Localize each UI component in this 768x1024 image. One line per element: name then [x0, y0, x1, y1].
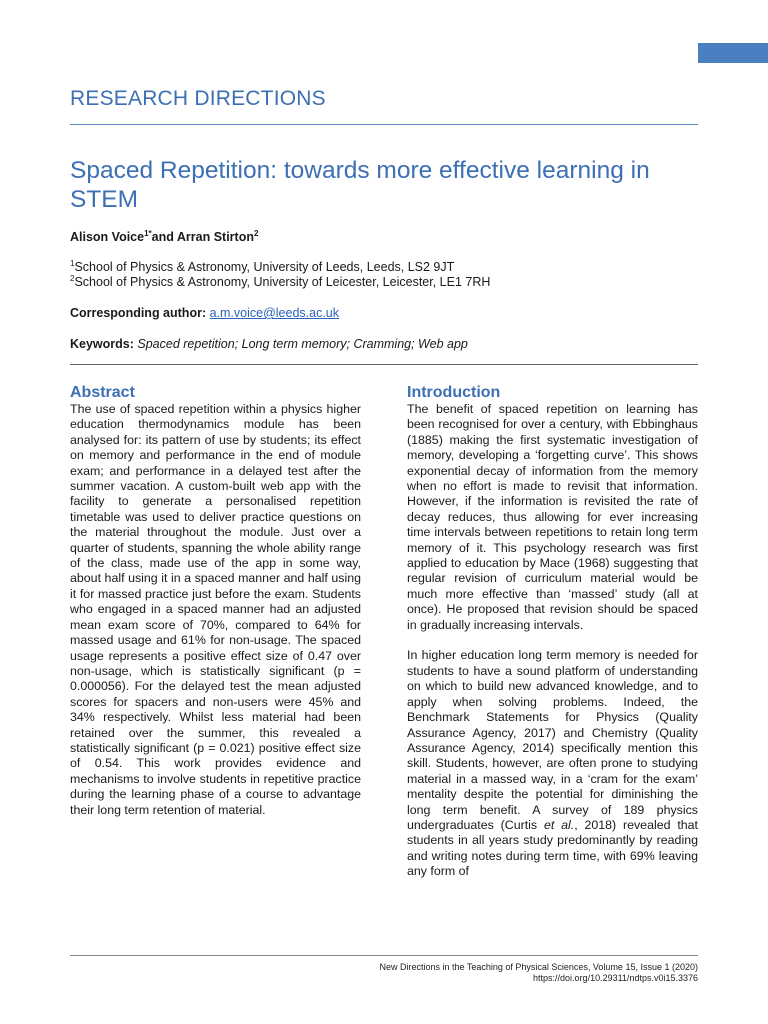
header-divider [70, 124, 698, 125]
author-1-affil-marker: 1* [144, 228, 152, 238]
keywords-label: Keywords: [70, 337, 134, 351]
affiliation-2-text: School of Physics & Astronomy, University of Leicester, Leicester, LE1 7RH [74, 275, 491, 289]
author-line [70, 230, 258, 244]
affiliation-2 [70, 275, 490, 289]
abstract-column [70, 383, 361, 818]
section-label: RESEARCH DIRECTIONS [70, 87, 326, 110]
introduction-paragraph-2-etal: et al. [543, 817, 575, 832]
corresponding-label: Corresponding author: [70, 306, 207, 320]
author-2-affil-marker: 2 [253, 228, 259, 238]
introduction-paragraph-2 [407, 648, 698, 879]
corner-accent-bar [698, 43, 768, 63]
affiliation-2-marker: 2 [70, 273, 75, 283]
footer-doi: https://doi.org/10.29311/ndtps.v0i15.3376 [533, 973, 698, 983]
keywords [70, 337, 468, 351]
keywords-divider [70, 364, 698, 365]
author-1: Alison Voice [70, 230, 145, 244]
introduction-paragraph-2-text-b: , 2018) revealed that students in all years study predominantly by reading and writing notes during term time, with 69% leaving any form of [407, 817, 698, 879]
introduction-paragraph-1: The benefit of spaced repetition on learning has been recognised for over a century, with Ebbinghaus (1885) making the first systematic investigation of memory, developing a ‘forgetting curve’. This shows exponential decay of information from the memory when no effort is made to revisit that information. However, if the information is revisited the rate of decay reduces, thus allowing for ever increasing time intervals between repetitions to retain long term memory of it. This psychology research was first applied to education by Mace (1968) suggesting that regular revision of curriculum material would be much more effective than ‘massed’ study (all at once). He proposed that revision should be spaced in gradually increasing intervals. [407, 402, 698, 632]
introduction-paragraph-2-text-a: In higher education long term memory is needed for students to have a sound platform of understanding on which to build new advanced knowledge, and to apply when solving problems. Indeed, the Benchmark Statements for Physics (Quality Assurance Agency, 2017) and Chemistry (Quality Assurance Agency, 2014) specifically mention this skill. Students, however, are often prone to studying material in a massed way, in a ‘cram for the exam’ mentality despite the potential for diminishing the long term benefit. A survey of 189 physics undergraduates (Curtis [407, 648, 698, 832]
abstract-heading: Abstract [70, 384, 135, 401]
affiliation-1-marker: 1 [70, 258, 75, 268]
affiliation-1 [70, 260, 454, 274]
keywords-text: Spaced repetition; Long term memory; Cramming; Web app [137, 337, 468, 351]
paper-title: Spaced Repetition: towards more effective learning in STEM [70, 157, 650, 213]
introduction-column [407, 383, 698, 880]
abstract-body: The use of spaced repetition within a physics higher education thermodynamics module has been analysed for: its pattern of use by students; its effect on memory and performance in the end of module exam; and performance in a delayed test after the summer vacation. A custom-built web app with the facility to generate a personalised repetition timetable was used to deliver practice questions on the material throughout the module. Just over a quarter of students, spanning the whole ability range of the class, made use of the app in some way, about half using it in a spaced manner and half using it for massed practice just before the exam. Students who engaged in a spaced manner had an adjusted mean exam score of 70%, compared to 64% for massed usage and 61% for non-usage. The spaced usage represents a positive effect size of 0.47 over non-usage, which is statistically significant (p = 0.000056). For the delayed test the mean adjusted scores for spacers and non-users were 45% and 34% respectively. Whilst less material had been retained over the summer, this revealed a statistically significant (p = 0.021) positive effect size of 0.54. This work provides evidence and mechanisms to involve students in repetitive practice during the learning phase of a course to advantage their long term retention of material. [70, 402, 361, 817]
footer-journal: New Directions in the Teaching of Physical Sciences, Volume 15, Issue 1 (2020) [379, 962, 698, 972]
footer-divider [70, 955, 698, 956]
introduction-heading: Introduction [407, 384, 501, 401]
corresponding-author [70, 306, 339, 320]
affiliation-1-text: School of Physics & Astronomy, University of Leeds, Leeds, LS2 9JT [74, 260, 455, 274]
corresponding-email-link[interactable]: a.m.voice@leeds.ac.uk [209, 306, 340, 320]
author-2: and Arran Stirton [151, 230, 254, 244]
